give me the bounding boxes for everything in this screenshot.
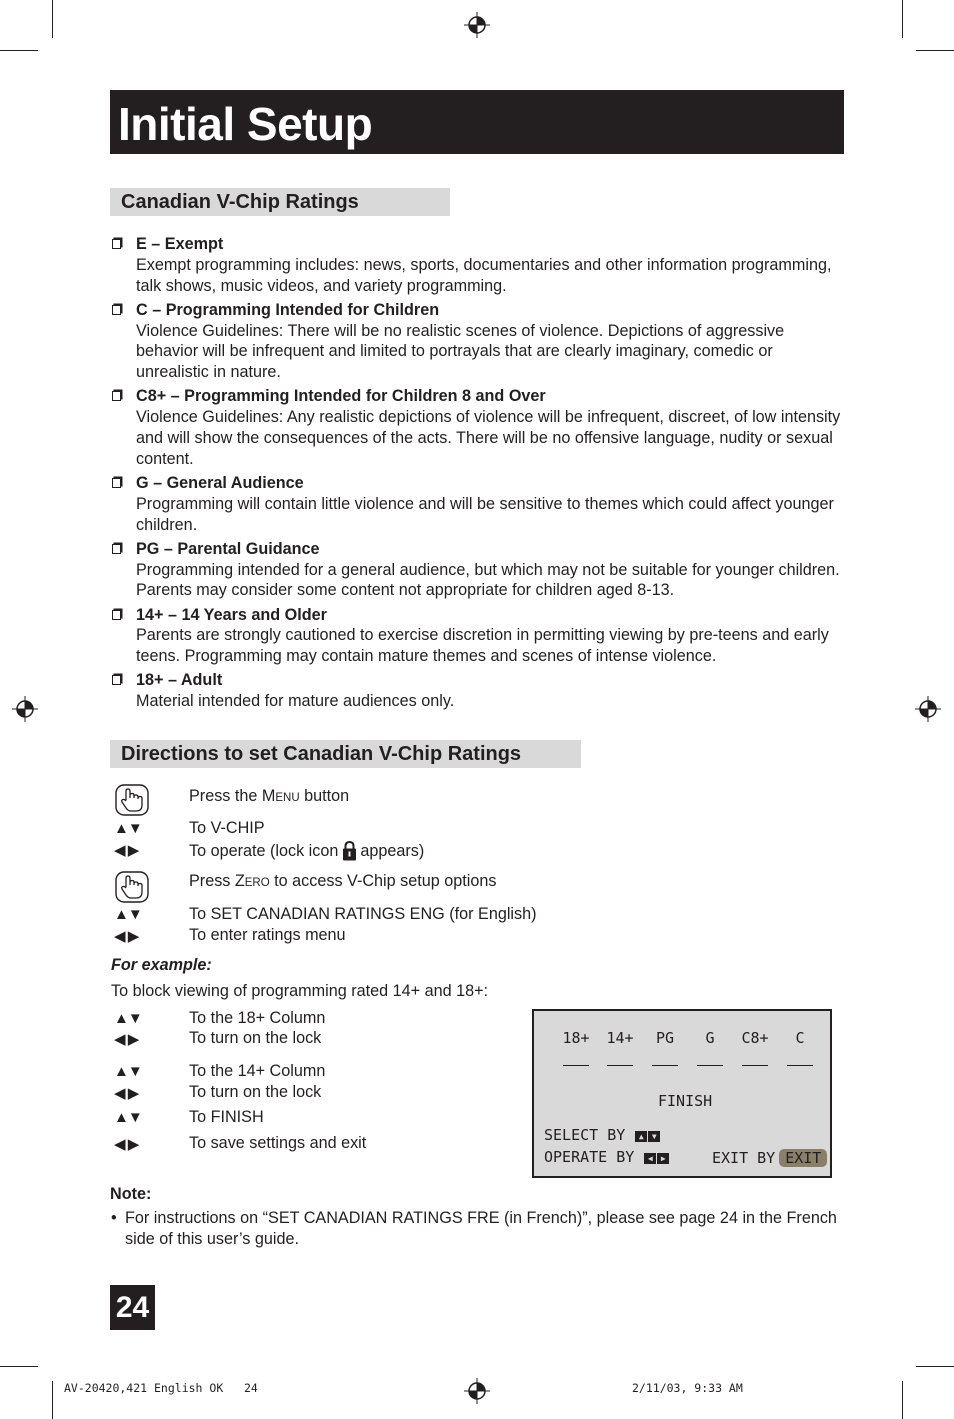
rating-item: [110, 539, 850, 601]
rating-title: G – General Audience: [136, 473, 304, 492]
step-text: To operate (lock icon appears): [189, 842, 425, 860]
rating-item: [110, 234, 850, 296]
example-step: [110, 1029, 550, 1050]
osd-column-label: 18+: [562, 1029, 590, 1047]
page-title: Initial Setup: [118, 98, 373, 150]
step-enter-menu: [110, 926, 550, 947]
up-key-icon: ▲: [635, 1131, 647, 1142]
checkbox-bullet-icon: [112, 391, 121, 401]
crop-mark: [52, 1381, 53, 1419]
checkbox-bullet-icon: [112, 239, 121, 249]
section-heading-text: Directions to set Canadian V-Chip Ratings: [121, 743, 522, 765]
step-text: To SET CANADIAN RATINGS ENG (for English): [189, 905, 537, 923]
lock-icon: [342, 840, 357, 861]
osd-column: [559, 1029, 593, 1047]
rating-item: [110, 386, 850, 469]
ratings-list: [110, 234, 850, 715]
step-text: To enter ratings menu: [189, 926, 346, 944]
step-press-menu: [110, 787, 550, 808]
left-right-arrows-icon: ◀ ▶: [114, 928, 139, 945]
step-set-canadian: [110, 905, 550, 926]
example-step: [110, 1083, 550, 1104]
crop-mark: [902, 0, 903, 38]
example-step: [110, 1108, 550, 1129]
checkbox-bullet-icon: [112, 478, 121, 488]
osd-column-label: G: [705, 1029, 715, 1047]
crop-mark: [916, 50, 954, 51]
osd-column-label: PG: [655, 1029, 675, 1047]
left-right-arrows-icon: ◀ ▶: [114, 1031, 139, 1048]
down-key-icon: ▼: [648, 1131, 660, 1142]
rating-item: [110, 605, 850, 667]
registration-mark-icon: [915, 696, 941, 722]
crop-mark: [52, 0, 53, 38]
osd-select-line: SELECT BY ▲ ▼: [544, 1126, 660, 1144]
rating-title: C – Programming Intended for Children: [136, 300, 440, 319]
rating-description: Parents are strongly cautioned to exercise discretion in permitting viewing by pre-teens and early teens. Programming may contain mature themes and scenes of intense violence.: [136, 626, 829, 666]
up-down-arrows-icon: ▲▼: [114, 906, 142, 923]
up-down-arrows-icon: ▲▼: [114, 820, 142, 837]
rating-item: [110, 300, 850, 383]
example-label: For example:: [111, 956, 212, 974]
step-operate-lock: [110, 840, 550, 861]
osd-column: [783, 1029, 817, 1047]
footer-file-info: AV-20420,421 English OK 24: [64, 1381, 258, 1395]
osd-exit-button: EXIT: [779, 1149, 827, 1167]
crop-mark: [902, 1381, 903, 1419]
rating-description: Programming intended for a general audience, but which may not be suitable for younger children. Parents may consider some content not appropriate for children aged 8-13.: [136, 560, 840, 600]
osd-column-label: C8+: [741, 1029, 769, 1047]
crop-mark: [0, 1366, 38, 1367]
checkbox-bullet-icon: [112, 610, 121, 620]
rating-title: E – Exempt: [136, 235, 224, 253]
crop-mark: [0, 50, 38, 51]
step-text: To the 14+ Column: [189, 1062, 326, 1080]
osd-column-label: C: [795, 1029, 805, 1047]
step-text: To turn on the lock: [189, 1083, 322, 1101]
note-text: For instructions on “SET CANADIAN RATINGS FRE (in French)”, please see page 24 in the French side of this user’s guide.: [125, 1209, 837, 1248]
rating-item: [110, 670, 850, 712]
left-key-icon: ◀: [644, 1153, 656, 1164]
section-heading-directions: [110, 740, 581, 768]
section-heading-ratings: [110, 188, 450, 216]
registration-mark-icon: [12, 696, 38, 722]
osd-column-underline: [742, 1065, 768, 1066]
rating-description: Exempt programming includes: news, sports, documentaries and other information programming, talk shows, music videos, and variety programming.: [136, 255, 832, 295]
step-text: Press the MENU button: [189, 787, 350, 805]
osd-column-underline: [652, 1065, 678, 1066]
left-right-arrows-icon: ◀ ▶: [114, 1136, 139, 1153]
footer-timestamp: 2/11/03, 9:33 AM: [632, 1381, 743, 1395]
registration-mark-icon: [464, 1378, 490, 1404]
bullet: •: [111, 1209, 117, 1227]
up-down-arrows-icon: ▲▼: [114, 1063, 142, 1080]
checkbox-bullet-icon: [112, 305, 121, 315]
step-text: To V-CHIP: [189, 819, 265, 837]
osd-column-underline: [787, 1065, 813, 1066]
rating-title: 18+ – Adult: [136, 671, 223, 690]
rating-description: Violence Guidelines: There will be no realistic scenes of violence. Depictions of aggressive behavior will be infrequent and limited to portrayals that are clearly imaginary, comedic or unrealistic in nature.: [136, 321, 785, 382]
section-heading-text: Canadian V-Chip Ratings: [121, 191, 359, 213]
step-text: To FINISH: [189, 1108, 264, 1126]
checkbox-bullet-icon: [112, 544, 121, 554]
rating-title: PG – Parental Guidance: [136, 539, 320, 558]
osd-column-underline: [607, 1065, 633, 1066]
checkbox-bullet-icon: [112, 675, 121, 685]
left-right-arrows-icon: ◀ ▶: [114, 842, 139, 859]
osd-column-label: 14+: [606, 1029, 634, 1047]
step-press-zero: [110, 872, 550, 893]
step-to-vchip: [110, 819, 550, 840]
up-down-arrows-icon: ▲▼: [114, 1010, 142, 1027]
osd-screen-illustration: [532, 1009, 832, 1178]
osd-column: [738, 1029, 772, 1047]
example-intro: To block viewing of programming rated 14+ and 18+:: [111, 982, 489, 1000]
crop-mark: [916, 1366, 954, 1367]
rating-title: 14+ – 14 Years and Older: [136, 605, 327, 624]
page-title-bar: [110, 90, 844, 154]
osd-column: [603, 1029, 637, 1047]
note-item: [110, 1208, 850, 1250]
osd-column: [693, 1029, 727, 1047]
osd-operate-line: OPERATE BY ◀ ▶: [544, 1148, 669, 1166]
osd-finish: FINISH: [658, 1092, 713, 1110]
step-text: To the 18+ Column: [189, 1009, 326, 1027]
example-step: [110, 1009, 550, 1030]
right-key-icon: ▶: [657, 1153, 669, 1164]
osd-exit-line: EXIT BY EXIT: [712, 1149, 827, 1167]
step-text: Press ZERO to access V-Chip setup options: [189, 872, 497, 890]
registration-mark-icon: [464, 12, 490, 38]
osd-column-underline: [697, 1065, 723, 1066]
rating-description: Programming will contain little violence and will be sensitive to themes which could affect younger children.: [136, 494, 834, 534]
note-label: Note:: [110, 1185, 152, 1203]
rating-item: [110, 473, 850, 535]
step-text: To save settings and exit: [189, 1134, 367, 1152]
left-right-arrows-icon: ◀ ▶: [114, 1085, 139, 1102]
osd-column-underline: [563, 1065, 589, 1066]
example-step: [110, 1134, 550, 1155]
example-step: [110, 1062, 550, 1083]
rating-description: Material intended for mature audiences only.: [136, 692, 455, 711]
up-down-arrows-icon: ▲▼: [114, 1109, 142, 1126]
rating-description: Violence Guidelines: Any realistic depictions of violence will be infrequent, discreet, of low intensity and will show the consequences of the acts. There will be no offensive language, nudity or sexual content.: [136, 408, 841, 468]
rating-title: C8+ – Programming Intended for Children 8 and Over: [136, 387, 546, 406]
osd-column: [648, 1029, 682, 1047]
step-text: To turn on the lock: [189, 1029, 322, 1047]
page-number: 24: [110, 1285, 155, 1330]
